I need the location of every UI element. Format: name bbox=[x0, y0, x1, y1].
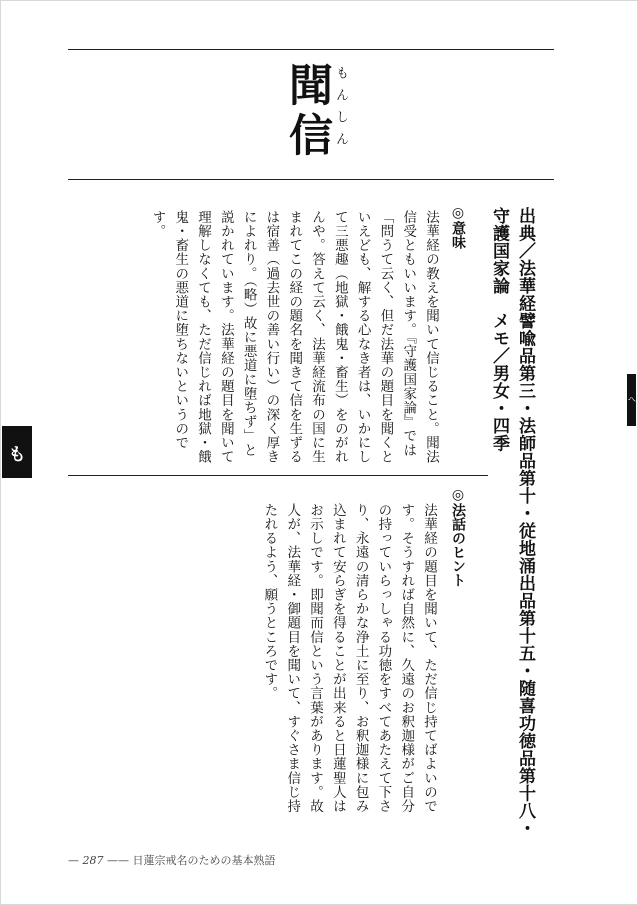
entry-title: 聞信 bbox=[281, 62, 332, 162]
edge-index-mark bbox=[627, 374, 636, 426]
meaning-heading: ◎意味 bbox=[450, 205, 466, 249]
edge-index-char: へ bbox=[628, 395, 636, 404]
hint-text: 法華経の題目を聞いて、ただ信じ持てばよいのです。そうすれば自然に、久遠のお釈迦様がご自分の持っていらっしゃる功徳をすべてあたえて下さり、永遠の清らかな浄土に至り、お釈迦様に包み込まれて安らぎを得ることが出来ると日蓮聖人はお示しです。即聞而信という言葉があります。故人が、法華経・御題目を聞いて、すぐさま信じ持たれるよう、願うところです。 bbox=[261, 503, 437, 814]
title-reading: もんしん bbox=[333, 66, 348, 154]
hint-heading: ◎法話のヒント bbox=[450, 487, 466, 587]
source-memo: 出典／法華経譬喩品第三・法師品第十・従地涌出品第十五・随喜功徳品第十八・守護国家論 メモ／男女・四季 bbox=[489, 207, 535, 837]
top-rule bbox=[68, 49, 554, 50]
book-title: 日蓮宗戒名のための基本熟語 bbox=[132, 854, 276, 867]
section-divider bbox=[68, 475, 488, 476]
title-bottom-rule bbox=[68, 179, 554, 180]
meaning-text: 法華経の教えを聞いて信じること。聞法信受ともいいます。『守護国家論』では「問うて云く、但だ法華の題目を聞くといえども、解する心なき者は、いかにして三悪趣（地獄・餓鬼・畜生）をのがれんや。答えて云く、法華経流布の国に生まれてこの経の題名を聞きて信を生ずるは宿善（過去世の善い行い）の深く厚きによれり。（略）故に悪道に堕ちず」と説かれています。法華経の題目を聞いて理解しなくても、ただ信じれば地獄・餓鬼・畜生の悪道に堕ちないというのです。 bbox=[149, 210, 439, 464]
index-tab[interactable]: も bbox=[2, 426, 32, 478]
page-number: 287 bbox=[82, 854, 104, 867]
page-footer: — 287 —— 日蓮宗戒名のための基本熟語 bbox=[68, 854, 276, 867]
